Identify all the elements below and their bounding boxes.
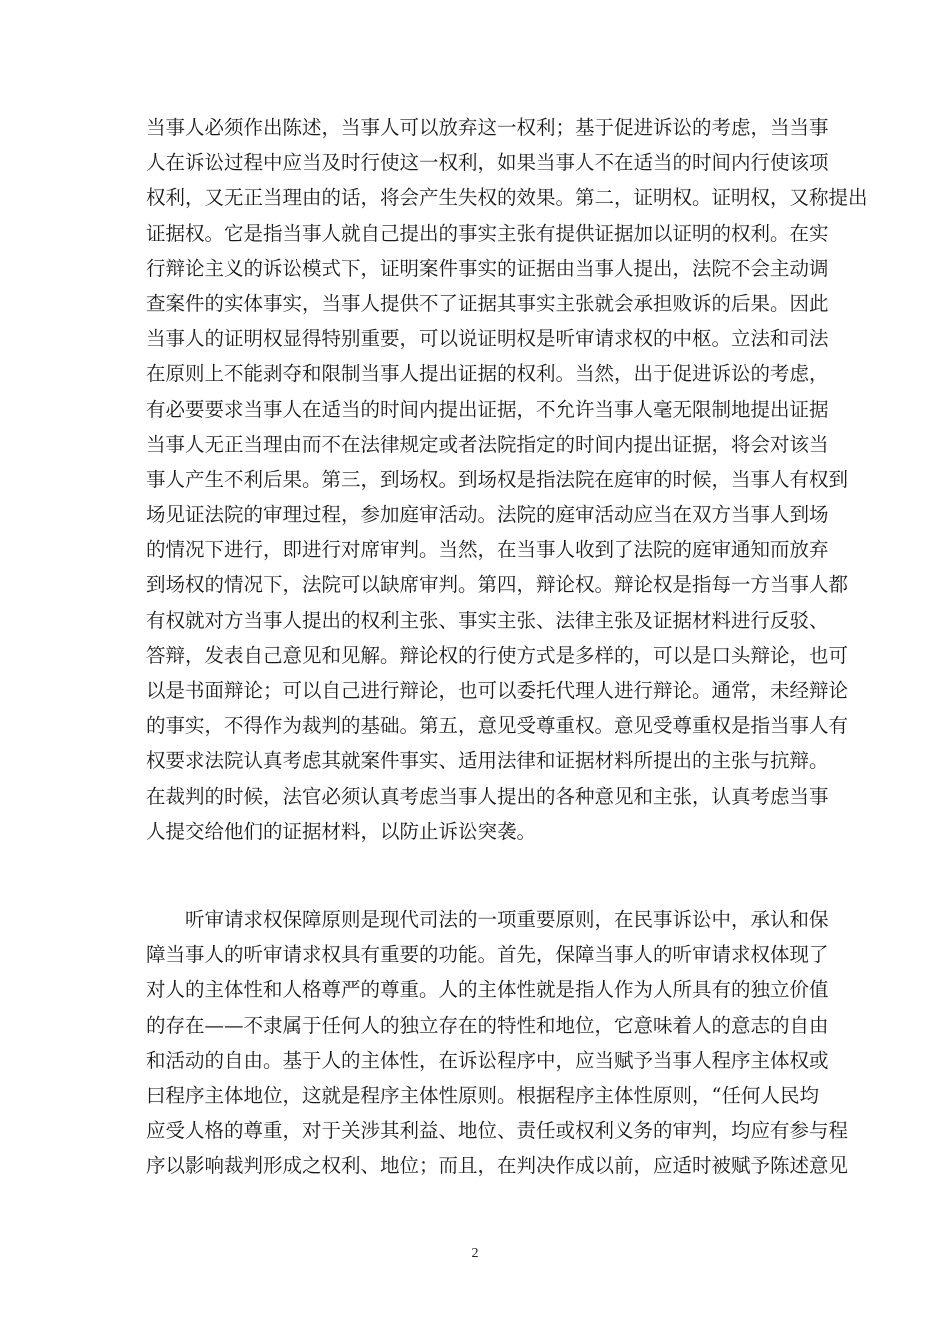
text-line: 到场权的情况下，法院可以缺席审判。第四，辩论权。辩论权是指每一方当事人都 bbox=[146, 573, 849, 597]
text-line: 和活动的自由。基于人的主体性，在诉讼程序中，应当赋予当事人程序主体权或 bbox=[146, 1048, 829, 1072]
text-line: 的存在——不隶属于任何人的独立存在的特性和地位，它意味着人的意志的自由 bbox=[146, 1013, 829, 1037]
text-line: 事人产生不利后果。第三，到场权。到场权是指法院在庭审的时候，当事人有权到 bbox=[146, 467, 849, 491]
text-line: 听审请求权保障原则是现代司法的一项重要原则，在民事诉讼中，承认和保 bbox=[146, 908, 829, 931]
text-line: 查案件的实体事实，当事人提供不了证据其事实主张就会承担败诉的后果。因此 bbox=[146, 291, 829, 315]
text-line: 在裁判的时候，法官必须认真考虑当事人提出的各种意见和主张，认真考虑当事 bbox=[146, 784, 829, 808]
text-line: 有必要要求当事人在适当的时间内提出证据，不允许当事人毫无限制地提出证据 bbox=[146, 397, 829, 421]
text-line: 有权就对方当事人提出的权利主张、事实主张、法律主张及证据材料进行反驳、 bbox=[146, 608, 829, 632]
text-line: 权利，又无正当理由的话，将会产生失权的效果。第二，证明权。证明权，又称提出 bbox=[146, 186, 868, 210]
paragraph-2 bbox=[146, 902, 849, 1184]
text-line: 障当事人的听审请求权具有重要的功能。首先，保障当事人的听审请求权体现了 bbox=[146, 943, 829, 967]
text-line: 曰程序主体地位，这就是程序主体性原则。根据程序主体性原则，“任何人民均 bbox=[146, 1083, 819, 1107]
text-line: 的事实，不得作为裁判的基础。第五，意见受尊重权。意见受尊重权是指当事人有 bbox=[146, 714, 849, 738]
page-number: 2 bbox=[471, 1246, 479, 1261]
text-line: 应受人格的尊重，对于关涉其利益、地位、责任或权利义务的审判，均应有参与程 bbox=[146, 1119, 849, 1143]
text-line: 当事人必须作出陈述，当事人可以放弃这一权利；基于促进诉讼的考虑，当当事 bbox=[146, 116, 829, 139]
text-line: 在原则上不能剥夺和限制当事人提出证据的权利。当然，出于促进诉讼的考虑， bbox=[146, 362, 829, 386]
text-line: 人在诉讼过程中应当及时行使这一权利，如果当事人不在适当的时间内行使该项 bbox=[146, 151, 829, 175]
text-line: 权要求法院认真考虑其就案件事实、适用法律和证据材料所提出的主张与抗辩。 bbox=[146, 749, 829, 773]
text-line: 证据权。它是指当事人就自己提出的事实主张有提供证据加以证明的权利。在实 bbox=[146, 221, 829, 245]
text-line: 以是书面辩论；可以自己进行辩论，也可以委托代理人进行辩论。通常，未经辩论 bbox=[146, 679, 849, 702]
paragraph-1 bbox=[146, 110, 868, 849]
text-line: 对人的主体性和人格尊严的尊重。人的主体性就是指人作为人所具有的独立价值 bbox=[146, 978, 829, 1002]
text-line: 场见证法院的审理过程，参加庭审活动。法院的庭审活动应当在双方当事人到场 bbox=[146, 503, 829, 527]
text-line: 人提交给他们的证据材料，以防止诉讼突袭。 bbox=[146, 819, 537, 843]
text-line: 序以影响裁判形成之权利、地位；而且，在判决作成以前，应适时被赋予陈述意见 bbox=[146, 1154, 849, 1178]
text-line: 答辩，发表自己意见和见解。辩论权的行使方式是多样的，可以是口头辩论，也可 bbox=[146, 643, 849, 667]
text-line: 的情况下进行，即进行对席审判。当然，在当事人收到了法院的庭审通知而放弃 bbox=[146, 538, 829, 562]
text-line: 行辩论主义的诉讼模式下，证明案件事实的证据由当事人提出，法院不会主动调 bbox=[146, 256, 829, 280]
text-line: 当事人无正当理由而不在法律规定或者法院指定的时间内提出证据，将会对该当 bbox=[146, 432, 829, 456]
text-line: 当事人的证明权显得特别重要，可以说证明权是听审请求权的中枢。立法和司法 bbox=[146, 327, 829, 351]
